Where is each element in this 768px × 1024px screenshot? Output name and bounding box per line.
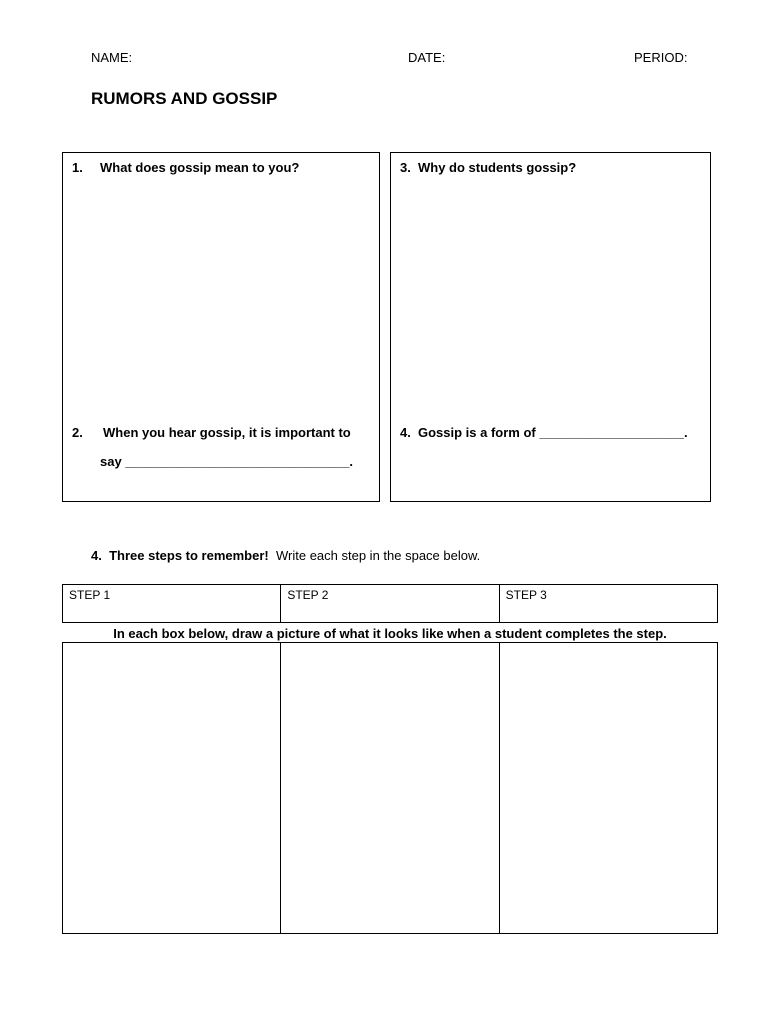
question-3-number: 3.: [400, 160, 411, 175]
question-1-number: 1.: [72, 160, 83, 175]
question-3-text: Why do students gossip?: [418, 160, 577, 175]
step-1-cell[interactable]: [63, 585, 281, 623]
question-1-text: What does gossip mean to you?: [100, 160, 300, 175]
question-3: [400, 160, 576, 175]
steps-number: 4.: [91, 548, 102, 563]
question-1: [72, 160, 299, 175]
draw-instruction: In each box below, draw a picture of what it looks like when a student completes the step.: [113, 626, 667, 641]
question-2-line2: say _______________________________.: [100, 454, 354, 469]
worksheet-title: RUMORS AND GOSSIP: [91, 89, 278, 108]
question-4-number: 4.: [400, 425, 411, 440]
left-question-box[interactable]: [62, 152, 380, 502]
step-2-cell[interactable]: [281, 585, 499, 623]
question-2: [72, 425, 351, 440]
steps-heading: Three steps to remember!: [109, 548, 269, 563]
date-label: DATE:: [408, 50, 446, 65]
step-3-label: STEP 3: [505, 588, 547, 602]
steps-intro: [91, 548, 480, 563]
steps-instruction: Write each step in the space below.: [275, 548, 481, 563]
question-2-line1: When you hear gossip, it is important to: [103, 425, 351, 440]
question-2-number: 2.: [72, 425, 83, 440]
drawing-box-3[interactable]: [499, 643, 717, 934]
period-label: PERIOD:: [634, 50, 688, 65]
step-2-label: STEP 2: [287, 588, 329, 602]
name-label: NAME:: [91, 50, 133, 65]
drawing-box-1[interactable]: [63, 643, 281, 934]
steps-table: [62, 584, 718, 623]
right-question-box[interactable]: [390, 152, 711, 502]
question-4: [400, 425, 688, 440]
step-1-label: STEP 1: [69, 588, 111, 602]
question-4-text: Gossip is a form of ____________________.: [418, 425, 688, 440]
drawing-table: [62, 642, 718, 934]
step-3-cell[interactable]: [499, 585, 717, 623]
drawing-box-2[interactable]: [281, 643, 499, 934]
